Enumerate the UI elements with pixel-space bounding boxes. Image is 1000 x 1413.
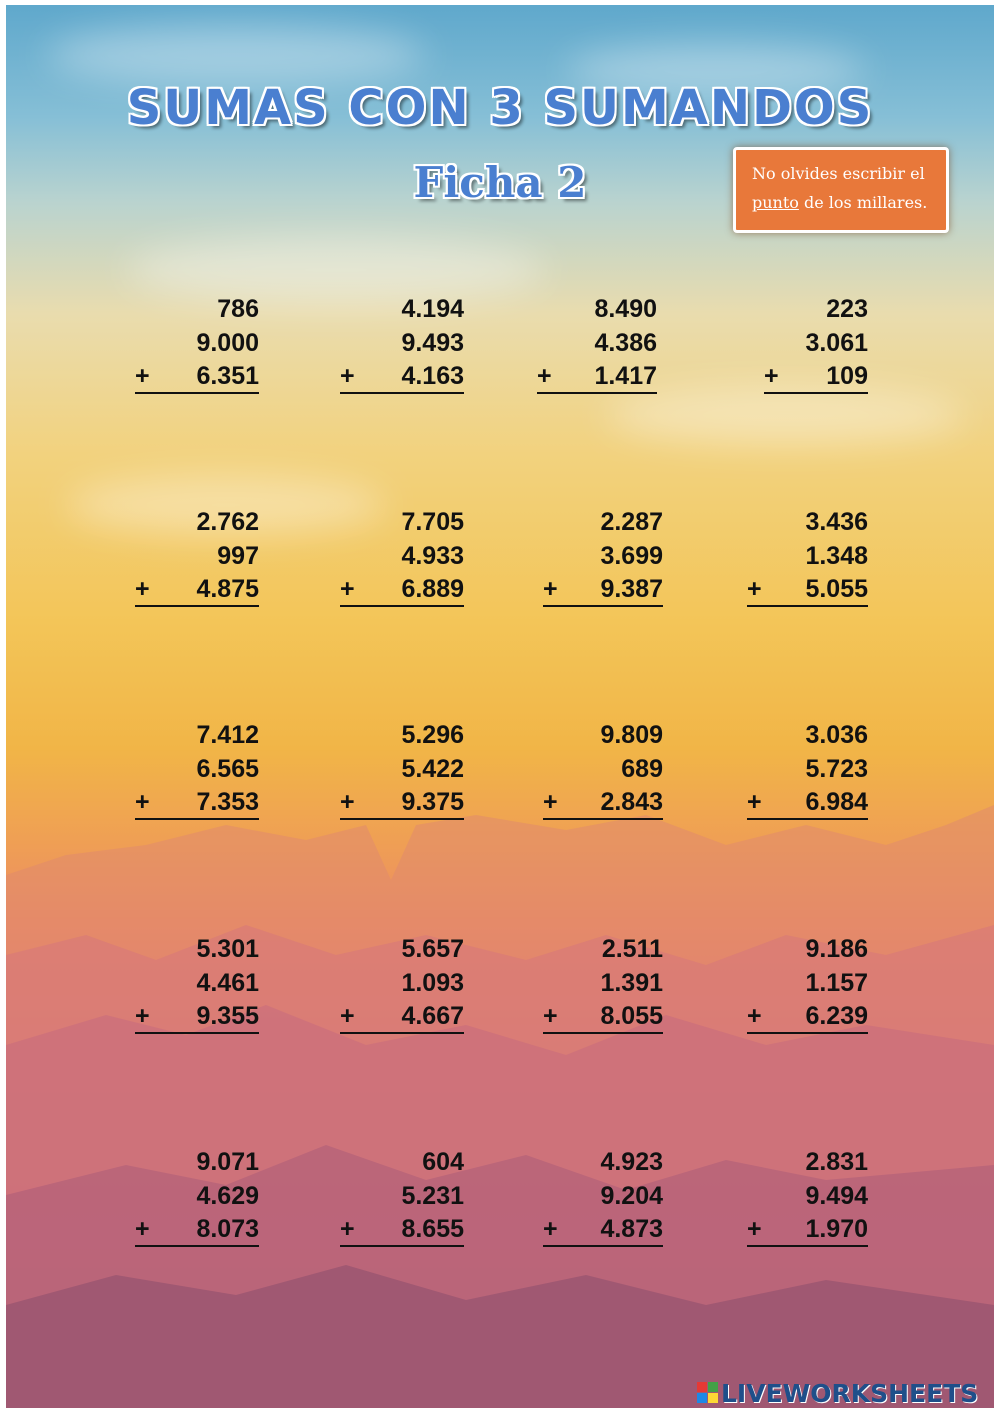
addition-problem: [747, 508, 868, 616]
plus-sign: +: [747, 1002, 762, 1030]
addition-problem: [543, 508, 663, 616]
addend-2: 6.565: [196, 755, 259, 783]
sum-line: [543, 1032, 663, 1034]
addition-problem: [340, 295, 464, 403]
addition-problem: [747, 721, 868, 829]
addition-problem: [135, 295, 259, 403]
addend-3: 1.417: [594, 362, 657, 390]
sum-line: [135, 1245, 259, 1247]
addend-2: 5.723: [805, 755, 868, 783]
reminder-note: [733, 147, 949, 233]
sum-line: [340, 1245, 464, 1247]
addend-2: 4.933: [401, 542, 464, 570]
addend-3: 4.667: [401, 1002, 464, 1030]
addend-1: 2.831: [805, 1148, 868, 1176]
addition-problem: [543, 721, 663, 829]
plus-sign: +: [747, 1215, 762, 1243]
sum-line: [747, 605, 868, 607]
addend-2: 4.386: [594, 329, 657, 357]
addend-1: 4.923: [600, 1148, 663, 1176]
addition-problem: [135, 1148, 259, 1256]
plus-sign: +: [543, 1215, 558, 1243]
addend-1: 9.809: [600, 721, 663, 749]
addend-1: 3.036: [805, 721, 868, 749]
addend-3: 8.055: [600, 1002, 663, 1030]
addend-2: 1.348: [805, 542, 868, 570]
addend-2: 9.494: [805, 1182, 868, 1210]
addition-problem: [135, 508, 259, 616]
addition-problem: [747, 1148, 868, 1256]
sum-line: [543, 818, 663, 820]
addend-3: 9.355: [196, 1002, 259, 1030]
plus-sign: +: [135, 1215, 150, 1243]
plus-sign: +: [543, 575, 558, 603]
addend-3: 4.875: [196, 575, 259, 603]
plus-sign: +: [537, 362, 552, 390]
addition-problem: [537, 295, 657, 403]
plus-sign: +: [764, 362, 779, 390]
addend-1: 3.436: [805, 508, 868, 536]
addend-1: 2.287: [600, 508, 663, 536]
addend-1: 9.071: [196, 1148, 259, 1176]
addition-problem: [764, 295, 868, 403]
sum-line: [543, 1245, 663, 1247]
sum-line: [340, 392, 464, 394]
plus-sign: +: [340, 1215, 355, 1243]
addend-1: 604: [422, 1148, 464, 1176]
addend-3: 9.375: [401, 788, 464, 816]
addend-2: 1.093: [401, 969, 464, 997]
addend-1: 8.490: [594, 295, 657, 323]
liveworksheets-logo-icon: [697, 1382, 719, 1404]
addend-1: 7.705: [401, 508, 464, 536]
addend-1: 223: [826, 295, 868, 323]
sum-line: [135, 392, 259, 394]
sum-line: [135, 1032, 259, 1034]
plus-sign: +: [543, 788, 558, 816]
note-line-2-rest: de los millares.: [798, 193, 928, 212]
mountains-illustration: [6, 785, 994, 1408]
addend-2: 4.461: [196, 969, 259, 997]
addend-2: 5.422: [401, 755, 464, 783]
addend-2: 997: [217, 542, 259, 570]
addend-1: 5.657: [401, 935, 464, 963]
addend-1: 9.186: [805, 935, 868, 963]
addend-2: 5.231: [401, 1182, 464, 1210]
sum-line: [747, 818, 868, 820]
addition-problem: [135, 935, 259, 1043]
plus-sign: +: [340, 362, 355, 390]
addend-2: 9.000: [196, 329, 259, 357]
addition-problem: [543, 935, 663, 1043]
sum-line: [764, 392, 868, 394]
addend-3: 1.970: [805, 1215, 868, 1243]
addend-2: 4.629: [196, 1182, 259, 1210]
sum-line: [340, 605, 464, 607]
addend-3: 6.239: [805, 1002, 868, 1030]
addition-problem: [340, 508, 464, 616]
note-line-2: [752, 188, 938, 217]
sum-line: [747, 1032, 868, 1034]
addend-3: 9.387: [600, 575, 663, 603]
liveworksheets-brand[interactable]: [697, 1378, 978, 1408]
addend-3: 109: [826, 362, 868, 390]
addition-problem: [340, 721, 464, 829]
plus-sign: +: [135, 788, 150, 816]
addend-2: 1.391: [600, 969, 663, 997]
addend-1: 4.194: [401, 295, 464, 323]
addend-2: 3.699: [600, 542, 663, 570]
addend-1: 7.412: [196, 721, 259, 749]
addend-1: 5.301: [196, 935, 259, 963]
addend-3: 8.073: [196, 1215, 259, 1243]
addend-2: 689: [621, 755, 663, 783]
addend-2: 1.157: [805, 969, 868, 997]
addend-2: 9.493: [401, 329, 464, 357]
addend-3: 6.984: [805, 788, 868, 816]
addend-1: 5.296: [401, 721, 464, 749]
addend-3: 4.873: [600, 1215, 663, 1243]
addend-1: 2.762: [196, 508, 259, 536]
note-underlined-word: punto: [752, 193, 799, 212]
addend-3: 5.055: [805, 575, 868, 603]
addition-problem: [543, 1148, 663, 1256]
plus-sign: +: [340, 575, 355, 603]
page-subtitle: Ficha 2: [413, 158, 587, 207]
sum-line: [340, 818, 464, 820]
plus-sign: +: [135, 575, 150, 603]
page-title: SUMAS CON 3 SUMANDOS: [126, 80, 874, 136]
plus-sign: +: [747, 575, 762, 603]
plus-sign: +: [543, 1002, 558, 1030]
addend-1: 2.511: [601, 935, 663, 963]
sum-line: [537, 392, 657, 394]
note-line-1: No olvides escribir el: [752, 164, 925, 183]
addend-2: 9.204: [600, 1182, 663, 1210]
addend-3: 2.843: [600, 788, 663, 816]
addend-3: 8.655: [401, 1215, 464, 1243]
addend-3: 6.889: [401, 575, 464, 603]
addend-2: 3.061: [805, 329, 868, 357]
addend-3: 7.353: [196, 788, 259, 816]
sum-line: [747, 1245, 868, 1247]
plus-sign: +: [135, 1002, 150, 1030]
addition-problem: [340, 1148, 464, 1256]
sum-line: [135, 605, 259, 607]
addition-problem: [747, 935, 868, 1043]
addition-problem: [340, 935, 464, 1043]
plus-sign: +: [340, 1002, 355, 1030]
sum-line: [543, 605, 663, 607]
plus-sign: +: [340, 788, 355, 816]
addend-1: 786: [217, 295, 259, 323]
addend-3: 4.163: [401, 362, 464, 390]
plus-sign: +: [747, 788, 762, 816]
sum-line: [340, 1032, 464, 1034]
sum-line: [135, 818, 259, 820]
plus-sign: +: [135, 362, 150, 390]
addend-3: 6.351: [196, 362, 259, 390]
cloud: [46, 25, 426, 85]
addition-problem: [135, 721, 259, 829]
brand-name: LIVEWORKSHEETS: [721, 1378, 979, 1408]
